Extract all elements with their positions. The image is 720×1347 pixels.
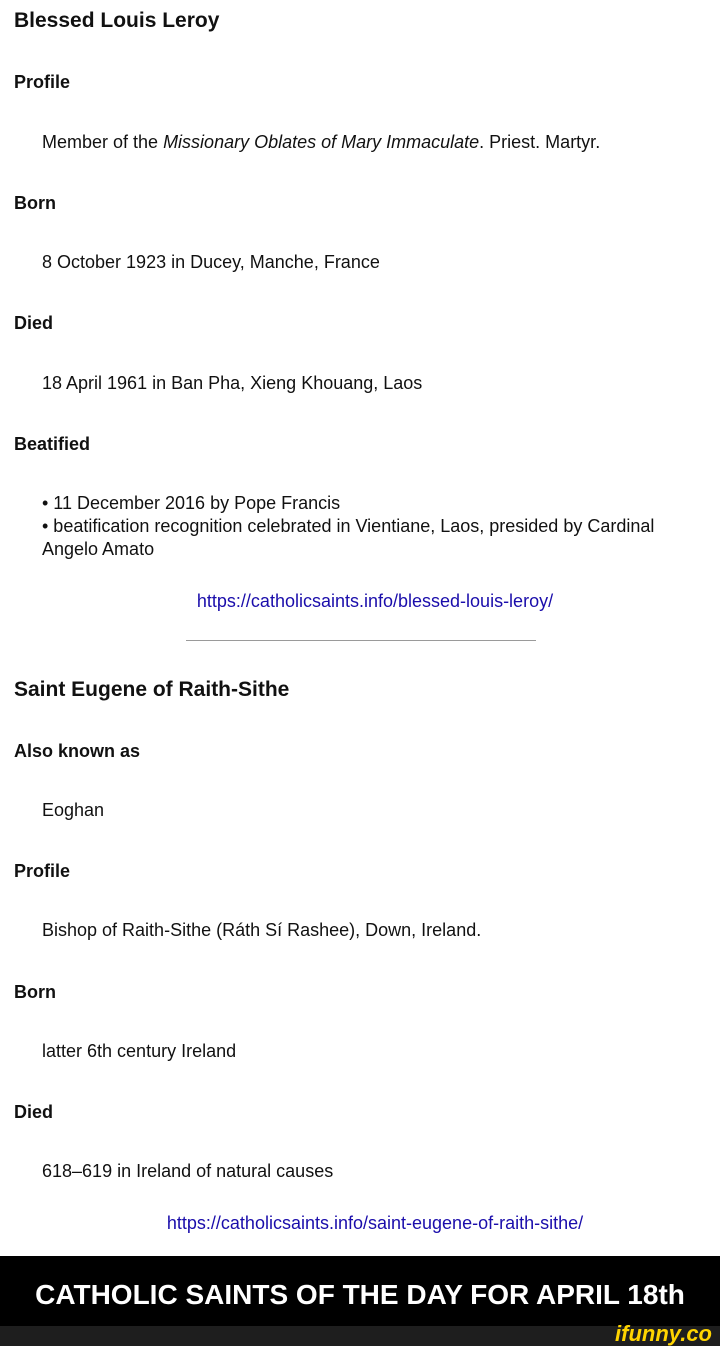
profile-text-suffix: . Priest. Martyr.	[479, 132, 601, 152]
beatified-label: Beatified	[14, 434, 91, 454]
born-label: Born	[14, 193, 56, 213]
source-link[interactable]: https://catholicsaints.info/saint-eugene-of-raith-sithe/	[166, 1213, 584, 1233]
died-text: 18 April 1961 in Ban Pha, Xieng Khouang, Laos	[42, 373, 423, 393]
footer-bar	[0, 1321, 720, 1346]
died-text: 618–619 in Ireland of natural causes	[42, 1161, 334, 1181]
born-text: 8 October 1923 in Ducey, Manche, France	[42, 252, 380, 272]
saint-title: Saint Eugene of Raith-Sithe	[14, 678, 290, 701]
caption-banner: CATHOLIC SAINTS OF THE DAY FOR APRIL 18th	[0, 1256, 720, 1326]
ifunny-watermark-logo: ifunny.co	[615, 1321, 712, 1346]
born-label: Born	[14, 982, 56, 1002]
profile-text-prefix: Member of the	[42, 132, 164, 152]
aka-label: Also known as	[14, 741, 141, 761]
died-label: Died	[14, 1102, 54, 1122]
profile-text	[42, 131, 712, 154]
order-name: Missionary Oblates of Mary Immaculate	[163, 132, 480, 152]
section-divider	[186, 640, 536, 641]
beatified-item: • 11 December 2016 by Pope Francis	[42, 493, 341, 513]
profile-label: Profile	[14, 72, 71, 92]
saint-title: Blessed Louis Leroy	[14, 9, 220, 32]
beatified-item: • beatification recognition celebrated in Vientiane, Laos, presided by Cardinal Angelo Amato	[42, 516, 655, 559]
profile-text: Bishop of Raith-Sithe (Ráth Sí Rashee), Down, Ireland.	[42, 920, 482, 940]
profile-label: Profile	[14, 861, 71, 881]
born-text: latter 6th century Ireland	[42, 1041, 237, 1061]
source-link[interactable]: https://catholicsaints.info/blessed-louis-leroy/	[196, 591, 554, 611]
aka-text: Eoghan	[42, 800, 105, 820]
died-label: Died	[14, 313, 54, 333]
